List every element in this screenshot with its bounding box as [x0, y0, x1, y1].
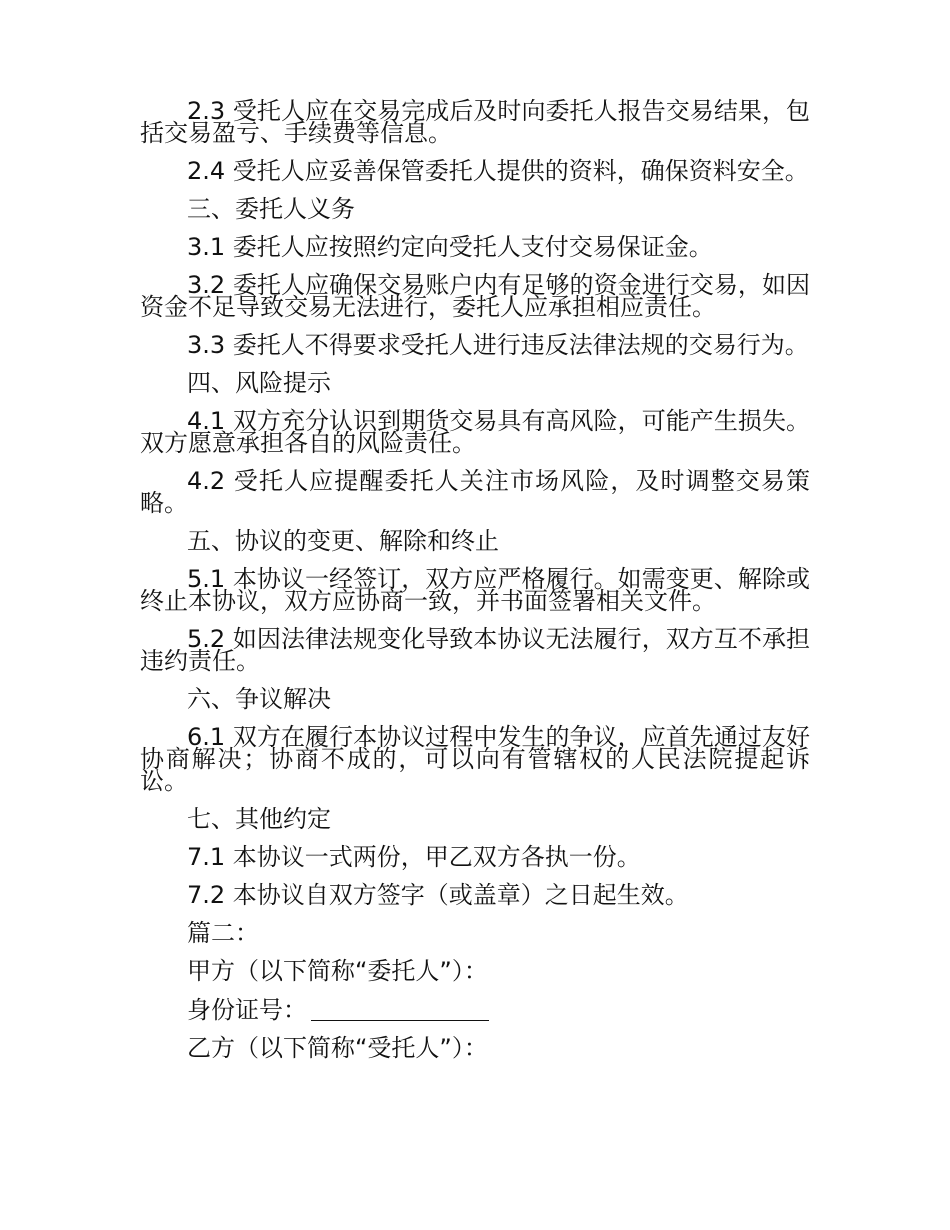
party-b-line: 乙方（以下简称“受托人”）：	[187, 1034, 488, 1062]
clause-7-2: 7.2 本协议自双方签字（或盖章）之日起生效。	[187, 881, 689, 909]
clause-7-1: 7.1 本协议一式两份，甲乙双方各执一份。	[187, 843, 641, 871]
clause-5-1: 5.1 本协议一经签订，双方应严格履行。如需变更、解除或终止本协议，双方应协商一致，并书面签署相关文件。	[140, 565, 810, 615]
id-number-blank	[311, 998, 489, 1021]
clause-4-2: 4.2 受托人应提醒委托人关注市场风险，及时调整交易策略。	[140, 467, 810, 517]
clause-6-1: 6.1 双方在履行本协议过程中发生的争议，应首先通过友好协商解决；协商不成的，可以向有管辖权的人民法院提起诉讼。	[140, 723, 810, 795]
clause-2-3: 2.3 受托人应在交易完成后及时向委托人报告交易结果，包括交易盈亏、手续费等信息。	[140, 97, 810, 147]
section-4-heading: 四、风险提示	[187, 369, 331, 397]
section-6-heading: 六、争议解决	[187, 685, 331, 713]
clause-2-4: 2.4 受托人应妥善保管委托人提供的资料，确保资料安全。	[187, 157, 809, 185]
clause-4-1: 4.1 双方充分认识到期货交易具有高风险，可能产生损失。双方愿意承担各自的风险责任。	[140, 407, 810, 457]
part-two-heading: 篇二：	[187, 919, 259, 947]
section-3-heading: 三、委托人义务	[187, 195, 355, 223]
clause-3-3: 3.3 委托人不得要求受托人进行违反法律法规的交易行为。	[187, 331, 809, 359]
section-5-heading: 五、协议的变更、解除和终止	[187, 527, 499, 555]
clause-3-1: 3.1 委托人应按照约定向受托人支付交易保证金。	[187, 233, 713, 261]
section-7-heading: 七、其他约定	[187, 805, 331, 833]
party-a-line: 甲方（以下简称“委托人”）：	[187, 957, 488, 985]
id-number-label: 身份证号：	[187, 996, 307, 1024]
id-number-line	[140, 996, 810, 1024]
clause-3-2: 3.2 委托人应确保交易账户内有足够的资金进行交易，如因资金不足导致交易无法进行，委托人应承担相应责任。	[140, 271, 810, 321]
document-page	[140, 97, 810, 1075]
clause-5-2: 5.2 如因法律法规变化导致本协议无法履行，双方互不承担违约责任。	[140, 625, 810, 675]
